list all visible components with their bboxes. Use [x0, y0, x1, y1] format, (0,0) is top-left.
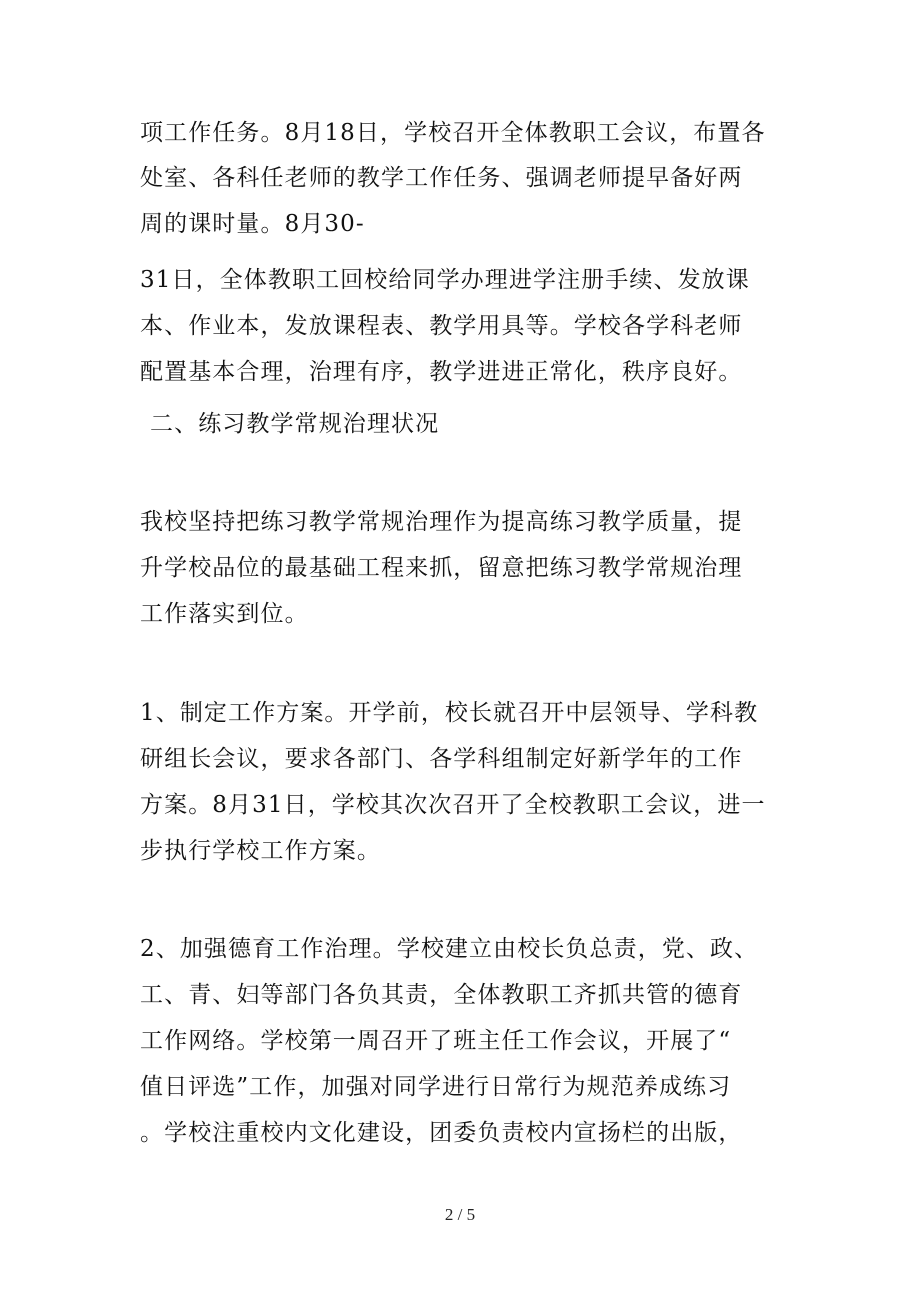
body-text-line: 31日，全体教职工回校给同学办理进学注册手续、发放课 [140, 267, 750, 293]
body-text-line: 工作落实到位。 [140, 601, 309, 627]
body-text-line: 方案。8月31日，学校其次次召开了全校教职工会议，进一 [140, 792, 766, 818]
body-text-line: 项工作任务。8月18日，学校召开全体教职工会议，布置各 [140, 120, 766, 146]
body-text-line: 。学校注重校内文化建设，团委负责校内宣扬栏的出版， [140, 1120, 743, 1146]
body-text-line: 处室、各科任老师的教学工作任务、强调老师提早备好两 [140, 165, 743, 191]
body-text-line: 本、作业本，发放课程表、教学用具等。学校各学科老师 [140, 313, 743, 339]
body-text-line: 配置基本合理，治理有序，教学进进正常化，秩序良好。 [140, 359, 743, 385]
page-number: 2 / 5 [444, 1205, 476, 1224]
body-text-line: 工、青、妇等部门各负其责，全体教职工齐抓共管的德育 [140, 982, 743, 1008]
body-text-line: 我校坚持把练习教学常规治理作为提高练习教学质量，提 [140, 509, 743, 535]
body-text-line: 升学校品位的最基础工程来抓，留意把练习教学常规治理 [140, 555, 743, 581]
body-text-line: 工作网络。学校第一周召开了班主任工作会议，开展了“ [140, 1028, 732, 1054]
body-text-line: 2、加强德育工作治理。学校建立由校长负总责，党、政、 [140, 936, 759, 962]
body-text-line: 周的课时量。8月30- [140, 211, 365, 237]
section-heading: 二、练习教学常规治理状况 [150, 411, 440, 437]
body-text-line: 研组长会议，要求各部门、各学科组制定好新学年的工作 [140, 746, 743, 772]
body-text-line: 步执行学校工作方案。 [140, 838, 381, 864]
body-text-line: 1、制定工作方案。开学前，校长就召开中层领导、学科教 [140, 700, 759, 726]
body-text-line: 值日评选”工作，加强对同学进行日常行为规范养成练习 [140, 1074, 732, 1100]
